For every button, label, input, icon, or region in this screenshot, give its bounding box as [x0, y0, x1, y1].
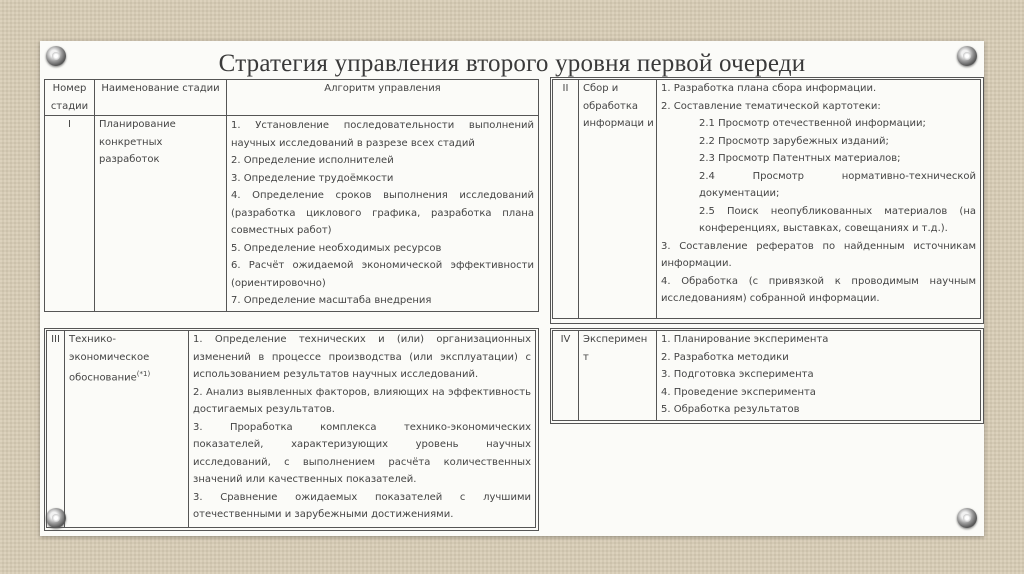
header-stage-number: Номер стадии: [45, 80, 95, 116]
list-item: 3. Подготовка эксперимента: [661, 369, 814, 380]
pushpin-top-left: [46, 46, 66, 66]
pushpin-top-right: [957, 46, 977, 66]
table-row: [45, 116, 539, 312]
list-item: 1. Установление последовательности выполнений научных исследований в разрезе всех стадий: [231, 120, 534, 149]
list-subitem: 2.3 Просмотр Патентных материалов;: [699, 153, 901, 164]
table-row: [553, 331, 981, 421]
stage-table-4: [552, 330, 981, 421]
stage-number: IV: [553, 331, 579, 421]
stage-number: I: [45, 116, 95, 312]
list-subitem: 2.5 Поиск неопубликованных материалов (на конференциях, выставках, совещаниях и т.д.).: [699, 205, 976, 234]
stage-name-text: Технико-экономическое обоснование: [69, 334, 150, 384]
list-item: 7. Определение масштаба внедрения: [231, 295, 432, 306]
list-item: 3. Определение трудоёмкости: [231, 172, 394, 184]
list-subitem: 2.2 Просмотр зарубежных изданий;: [699, 135, 889, 147]
table-row: [47, 331, 536, 528]
list-item: 3. Сравнение ожидаемых показателей с лучшими отечественными и зарубежными достижениями.: [193, 491, 531, 520]
list-item: 6. Расчёт ожидаемой экономической эффективности (ориентировочно): [231, 260, 534, 289]
stage-name: [65, 331, 189, 528]
algorithm-list: [657, 80, 981, 319]
slide-title: Стратегия управления второго уровня первой очереди: [218, 50, 806, 77]
list-item: 4. Определение сроков выполнения исследований (разработка циклового графика, разработка плана совместных работ): [231, 190, 534, 236]
list-item: 3. Составление рефератов по найденным источникам информации.: [661, 240, 976, 269]
pushpin-bottom-right: [957, 508, 977, 528]
header-stage-name: Наименование стадии: [95, 80, 227, 116]
list-item: 5. Обработка результатов: [661, 404, 800, 415]
stage-table-3: [46, 330, 536, 528]
stage-name: Планирование конкретных разработок: [95, 116, 227, 312]
list-item: 3. Проработка комплекса технико-экономических показателей, характеризующих уровень научных исследований, с выполнением расчёта количественных значений или качественных показателей.: [193, 421, 531, 485]
stage-name: Эксперимен т: [579, 331, 657, 421]
list-item: 1. Планирование эксперимента: [661, 334, 829, 345]
list-item: 2. Определение исполнителей: [231, 155, 394, 166]
algorithm-list: [227, 116, 539, 312]
list-item: 1. Разработка плана сбора информации.: [661, 83, 877, 94]
list-item: 5. Определение необходимых ресурсов: [231, 242, 442, 254]
algorithm-list: [189, 331, 536, 528]
list-item: 2. Составление тематической картотеки:: [661, 100, 881, 112]
list-subitem: 2.1 Просмотр отечественной информации;: [699, 118, 926, 129]
list-item: 4. Проведение эксперимента: [661, 386, 816, 398]
stage-name: Сбор и обработка информаци и: [579, 80, 657, 319]
list-item: 1. Определение технических и (или) организационных изменений в процессе производства (или эксплуатации) с использованием результатов научных исследований.: [193, 334, 531, 380]
list-item: 2. Разработка методики: [661, 351, 789, 363]
algorithm-list: [657, 331, 981, 421]
list-subitem: 2.4 Просмотр нормативно-технической документации;: [699, 170, 976, 199]
stage-number: III: [47, 331, 65, 528]
list-item: 2. Анализ выявленных факторов, влияющих на эффективность достигаемых результатов.: [193, 386, 531, 415]
list-item: 4. Обработка (с привязкой к проводимым научным исследованиям) собранной информации.: [661, 275, 976, 304]
stage-number: II: [553, 80, 579, 319]
stage-table-2: [552, 79, 981, 319]
table-header-row: [45, 80, 539, 116]
table-row: [553, 80, 981, 319]
footnote-mark: (*1): [136, 370, 151, 378]
header-algorithm: Алгоритм управления: [227, 80, 539, 116]
stage-table-1: [44, 79, 539, 312]
